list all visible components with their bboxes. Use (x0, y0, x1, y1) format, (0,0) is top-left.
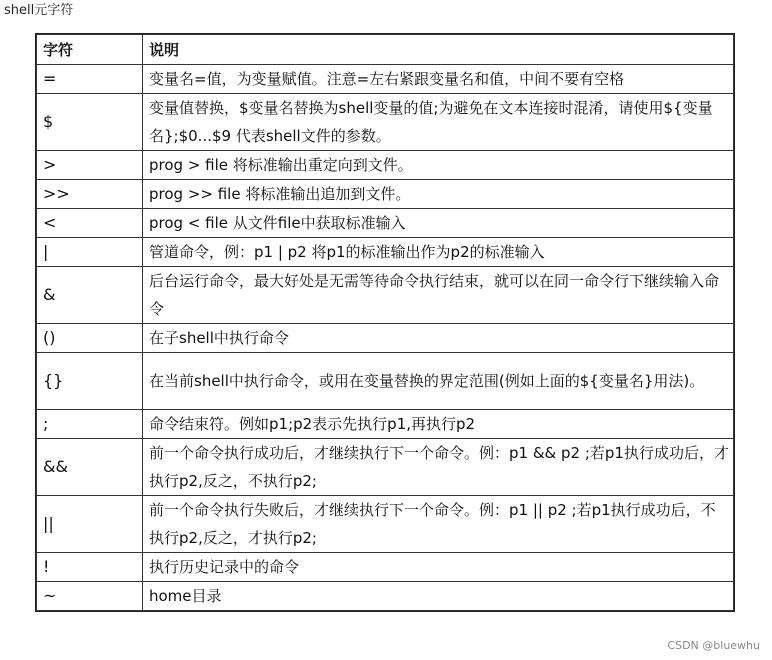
symbol-cell: || (37, 496, 143, 553)
symbol-cell: < (37, 209, 143, 238)
description-cell: prog < file 从文件file中获取标准输入 (143, 209, 734, 238)
description-cell: 在子shell中执行命令 (143, 324, 734, 353)
table-row (37, 65, 734, 94)
table-row (37, 439, 734, 496)
table-row (37, 353, 734, 410)
table-caption: shell元字符 (4, 3, 74, 18)
symbol-cell: >> (37, 180, 143, 209)
symbol-cell: ! (37, 553, 143, 582)
table-row (37, 267, 734, 324)
symbol-cell: ; (37, 410, 143, 439)
description-cell: 执行历史记录中的命令 (143, 553, 734, 582)
symbol-cell: {} (37, 353, 143, 410)
table-row (37, 553, 734, 582)
table-row (37, 410, 734, 439)
description-cell: 管道命令，例：p1 | p2 将p1的标准输出作为p2的标准输入 (143, 238, 734, 267)
table-row (37, 209, 734, 238)
table-row (37, 151, 734, 180)
table-row (37, 238, 734, 267)
description-cell: prog >> file 将标准输出追加到文件。 (143, 180, 734, 209)
description-cell: 前一个命令执行失败后，才继续执行下一个命令。例：p1 || p2 ;若p1执行成功后，不执行p2,反之，才执行p2; (143, 496, 734, 553)
description-cell: 在当前shell中执行命令，或用在变量替换的界定范围(例如上面的${变量名}用法)。 (143, 353, 734, 410)
description-cell: home目录 (143, 582, 734, 611)
description-cell: prog > file 将标准输出重定向到文件。 (143, 151, 734, 180)
header-symbol: 字符 (37, 35, 143, 65)
description-cell: 变量名=值，为变量赋值。注意=左右紧跟变量名和值，中间不要有空格 (143, 65, 734, 94)
table-header-row (37, 35, 734, 65)
metachar-table (35, 33, 735, 612)
table-row (37, 496, 734, 553)
symbol-cell: > (37, 151, 143, 180)
symbol-cell: | (37, 238, 143, 267)
symbol-cell: $ (37, 94, 143, 151)
description-cell: 前一个命令执行成功后，才继续执行下一个命令。例：p1 && p2 ;若p1执行成功后，才执行p2,反之，不执行p2; (143, 439, 734, 496)
description-cell: 命令结束符。例如p1;p2表示先执行p1,再执行p2 (143, 410, 734, 439)
description-cell: 后台运行命令，最大好处是无需等待命令执行结束，就可以在同一命令行下继续输入命令 (143, 267, 734, 324)
table-row (37, 180, 734, 209)
symbol-cell: = (37, 65, 143, 94)
symbol-cell: ~ (37, 582, 143, 611)
table-row (37, 324, 734, 353)
table-row (37, 94, 734, 151)
symbol-cell: && (37, 439, 143, 496)
symbol-cell: () (37, 324, 143, 353)
header-description: 说明 (143, 35, 734, 65)
description-cell: 变量值替换，$变量名替换为shell变量的值;为避免在文本连接时混淆，请使用${变量名};$0...$9 代表shell文件的参数。 (143, 94, 734, 151)
csdn-watermark: CSDN @bluewhu (667, 639, 760, 652)
symbol-cell: & (37, 267, 143, 324)
table-row (37, 582, 734, 611)
